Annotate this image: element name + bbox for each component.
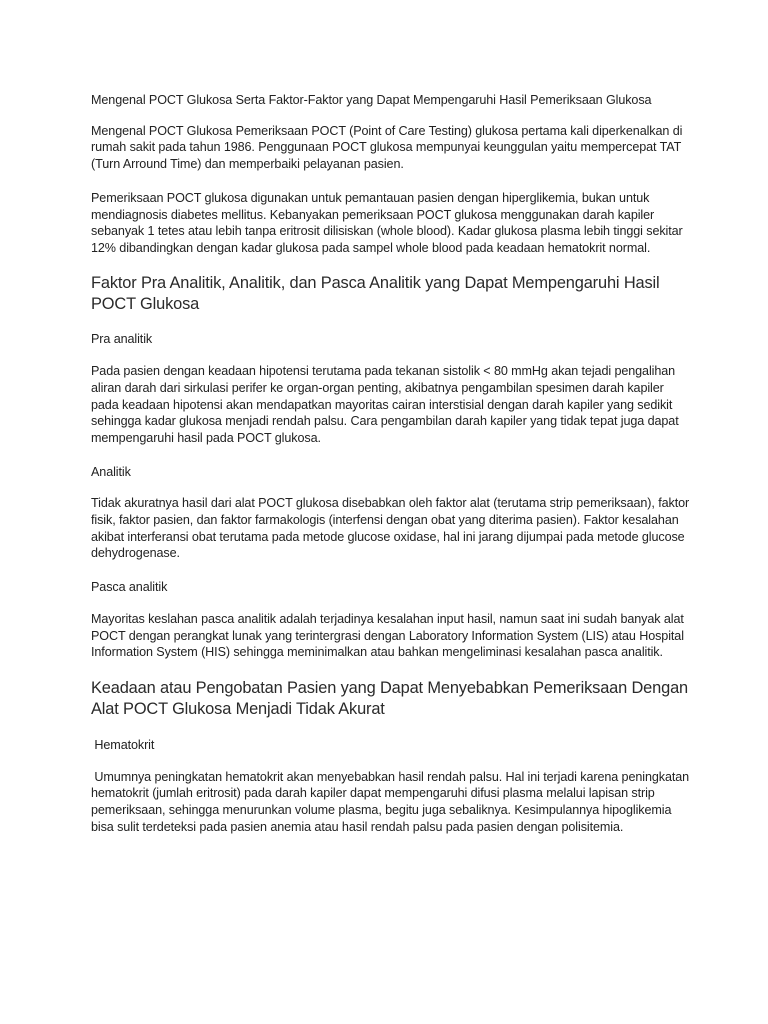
document-page [91, 92, 691, 852]
subheading-pasca-analitik: Pasca analitik [91, 580, 168, 595]
subheading-hematokrit: Hematokrit [91, 737, 155, 752]
section-heading-faktor: Faktor Pra Analitik, Analitik, dan Pasca Analitik yang Dapat Mempengaruhi Hasil POCT Glukosa [91, 273, 660, 314]
intro-paragraph-1: Mengenal POCT Glukosa Pemeriksaan POCT (Point of Care Testing) glukosa pertama kali diperkenalkan di rumah sakit pada tahun 1986. Penggunaan POCT glukosa mempunyai keunggulan yaitu mempercepat TAT (Turn Arround Time) dan memperbaiki pelayanan pasien. [91, 123, 683, 172]
paragraph-analitik: Tidak akuratnya hasil dari alat POCT glukosa disebabkan oleh faktor alat (terutama strip pemeriksaan), faktor fisik, faktor pasien, dan faktor farmakologis (interfensi dengan obat yang diterima pasien). Faktor kesalahan akibat interferansi obat terutama pada metode glucose oxidase, hal ini jarang dijumpai pada metode glucose dehydrogenase. [91, 496, 690, 561]
paragraph-hematokrit: Umumnya peningkatan hematokrit akan menyebabkan hasil rendah palsu. Hal ini terjadi karena peningkatan hematokrit (jumlah eritrosit) pada darah kapiler dapat mempengaruhi difusi plasma melalui lapisan strip pemeriksaan, sehingga menurunkan volume plasma, begitu juga sebaliknya. Kesimpulannya hipoglikemia bisa sulit terdeteksi pada pasien anemia atau hasil rendah palsu pada pasien dengan polisitemia. [91, 769, 693, 834]
section-heading-keadaan: Keadaan atau Pengobatan Pasien yang Dapat Menyebabkan Pemeriksaan Dengan Alat POCT Glukosa Menjadi Tidak Akurat [91, 678, 689, 719]
document-title: Mengenal POCT Glukosa Serta Faktor-Faktor yang Dapat Mempengaruhi Hasil Pemeriksaan Glukosa [91, 93, 652, 107]
intro-paragraph-2: Pemeriksaan POCT glukosa digunakan untuk pemantauan pasien dengan hiperglikemia, bukan untuk mendiagnosis diabetes mellitus. Kebanyakan pemeriksaan POCT glukosa menggunakan darah kapiler sebanyak 1 tetes atau lebih tanpa eritrosit dilisiskan (whole blood). Kadar glukosa plasma lebih tinggi sekitar 12% dibandingkan dengan kadar glukosa pada sampel whole blood pada keadaan hematokrit normal. [91, 190, 683, 255]
paragraph-pra-analitik: Pada pasien dengan keadaan hipotensi terutama pada tekanan sistolik < 80 mmHg akan tejadi pengalihan aliran darah dari sirkulasi perifer ke organ-organ penting, akibatnya pengambilan spesimen darah kapiler pada keadaan hipotensi akan mendapatkan mayoritas cairan interstisial dengan darah kapiler yang sedikit sehingga kadar glukosa menjadi rendah palsu. Cara pengambilan darah kapiler yang tidak tepat juga dapat mempengaruhi hasil pada POCT glukosa. [91, 364, 679, 445]
paragraph-pasca-analitik: Mayoritas keslahan pasca analitik adalah terjadinya kesalahan input hasil, namun saat ini sudah banyak alat POCT dengan perangkat lunak yang terintergrasi dengan Laboratory Information System (LIS) atau Hospital Information System (HIS) sehingga meminimalkan atau bahkan mengeliminasi kesalahan pasca analitik. [91, 611, 684, 660]
subheading-pra-analitik: Pra analitik [91, 332, 153, 347]
subheading-analitik: Analitik [91, 464, 131, 479]
